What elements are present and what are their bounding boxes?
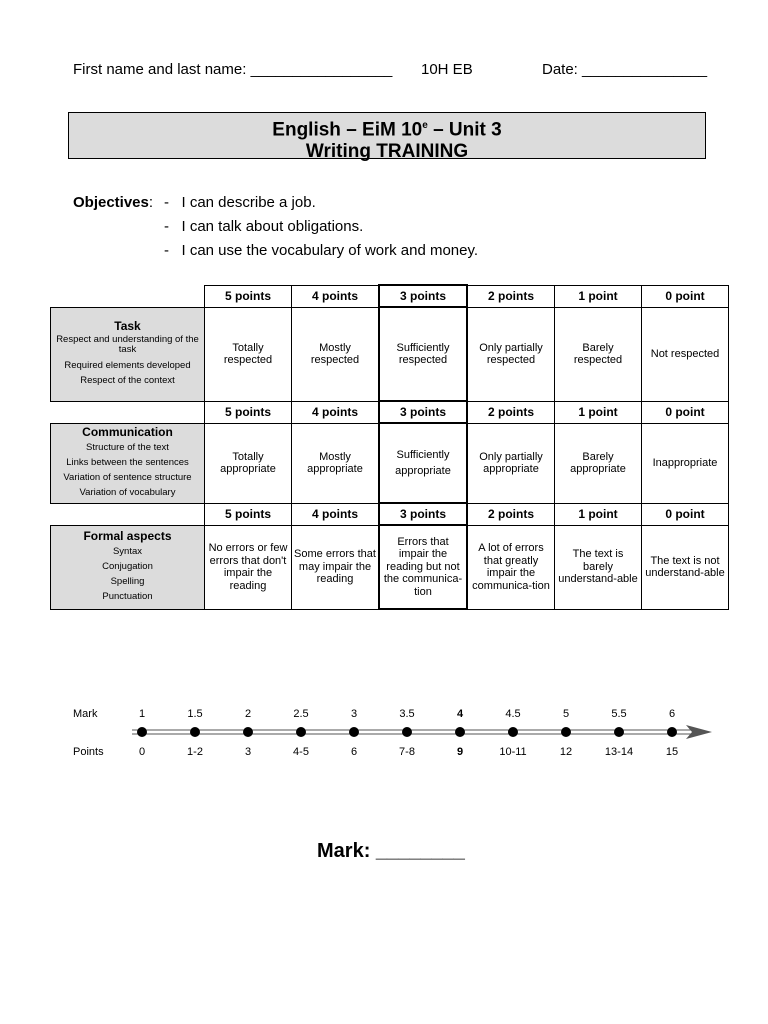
scale-arrow-icon [686,725,712,739]
scale-mark-value: 5 [562,708,570,720]
objective-item: - I can describe a job. [164,194,316,211]
scale-mark-value: 6 [668,708,676,720]
criterion-sub: Respect and understanding of the task [56,333,199,355]
scale-points-value: 12 [559,746,573,758]
points-header: 1 point [555,285,642,307]
scale-dot [296,727,306,737]
scale-dot [190,727,200,737]
points-header: 2 points [467,285,555,307]
name-field-label: First name and last name: _________________ [73,61,393,78]
objective-item: - I can talk about obligations. [164,218,364,235]
rubric-cell: Mostly respected [292,307,380,401]
scale-dot [561,727,571,737]
rubric-cell: The text is not understand-able [642,525,729,609]
points-header: 0 point [642,285,729,307]
criterion-cell [51,307,205,401]
scale-mark-value: 3 [350,708,358,720]
points-header: 4 points [292,503,380,525]
date-field-label: Date: _______________ [542,61,708,78]
criterion-sub: Conjugation [102,561,153,573]
points-header: 3 points [379,285,467,307]
scale-dot [667,727,677,737]
points-header-row [51,285,729,307]
scale-points-value: 4-5 [293,746,309,758]
scale-points-value: 1-2 [187,746,203,758]
rubric-cell: Totally appropriate [205,423,292,503]
objectives-label: Objectives: [73,194,154,211]
scale-mark-value: 2.5 [293,708,309,720]
rubric-row-communication [51,423,729,503]
scale-points-value: 0 [138,746,146,758]
points-header: 5 points [205,401,292,423]
points-header-row [51,503,729,525]
rubric-row-task [51,307,729,401]
scale-points-value: 6 [350,746,358,758]
scale-mark-value: 4.5 [505,708,521,720]
class-label: 10H EB [421,61,473,78]
criterion-sub: Syntax [112,546,143,558]
scale-points-value: 3 [244,746,252,758]
criterion-cell [51,423,205,503]
points-header: 3 points [379,401,467,423]
scale-points-label: Points [73,746,104,758]
rubric-cell: The text is barely understand-able [555,525,642,609]
points-header: 0 point [642,503,729,525]
scale-points-value: 10-11 [499,746,527,758]
rubric-row-formal-aspects [51,525,729,609]
rubric-cell: Only partially appropriate [467,423,555,503]
scale-dot [402,727,412,737]
rubric-cell: A lot of errors that greatly impair the communica-tion [467,525,555,609]
criterion-title: Communication [82,424,173,439]
criterion-sub: Variation of vocabulary [79,487,176,499]
criterion-sub: Structure of the text [86,442,169,454]
title-line-1: English – EiM 10e – Unit 3 [272,119,502,141]
scale-dot [349,727,359,737]
rubric-cell: Barely respected [555,307,642,401]
points-header: 5 points [205,503,292,525]
scale-mark-value: 1 [138,708,146,720]
scale-points-value: 15 [665,746,679,758]
rubric-cell: Some errors that may impair the reading [292,525,380,609]
points-header: 2 points [467,401,555,423]
points-header: 4 points [292,401,380,423]
criterion-title: Formal aspects [83,528,172,543]
rubric-cell: Mostly appropriate [292,423,380,503]
scale-mark-value: 5.5 [611,708,627,720]
criterion-sub: Required elements developed [64,359,191,371]
scale-mark-value: 1.5 [187,708,203,720]
scale-dot [243,727,253,737]
scale-mark-label: Mark [73,708,98,720]
scale-dot [455,727,465,737]
criterion-sub: Variation of sentence structure [63,472,192,484]
scale-points-value: 9 [456,746,464,758]
rubric-cell: Errors that impair the reading but not the communica-tion [379,525,467,609]
points-header-row [51,401,729,423]
criterion-cell [51,525,205,609]
points-header: 1 point [555,503,642,525]
scale-dot [614,727,624,737]
rubric-cell: Only partially respected [467,307,555,401]
points-header: 0 point [642,401,729,423]
rubric-cell: Not respected [642,307,729,401]
scale-points-value: 13-14 [604,746,634,758]
rubric-cell: Inappropriate [642,423,729,503]
criterion-sub: Links between the sentences [66,457,189,469]
objective-item: - I can use the vocabulary of work and money. [164,242,479,259]
criterion-sub: Punctuation [102,591,153,603]
scale-points-value: 7-8 [399,746,415,758]
points-header: 3 points [379,503,467,525]
points-header: 1 point [555,401,642,423]
final-mark-label: Mark: ________ [317,840,465,862]
scale-axis [120,720,720,744]
title-box [68,112,706,163]
scale-mark-value: 3.5 [399,708,415,720]
criterion-sub: Respect of the context [80,374,175,386]
rubric-table [50,284,729,610]
points-header: 5 points [205,285,292,307]
criterion-sub: Spelling [110,576,145,588]
scale-dot [137,727,147,737]
scale-mark-value: 4 [456,708,464,720]
points-header: 2 points [467,503,555,525]
rubric-cell: Barely appropriate [555,423,642,503]
rubric-cell: Sufficiently appropriate [379,423,467,503]
title-line-2: Writing TRAINING [305,141,469,163]
scale-mark-value: 2 [244,708,252,720]
rubric-cell: Sufficiently respected [379,307,467,401]
rubric-cell: No errors or few errors that don't impair the reading [205,525,292,609]
scale-dot [508,727,518,737]
criterion-title: Task [114,319,141,334]
points-header: 4 points [292,285,380,307]
rubric-cell: Totally respected [205,307,292,401]
